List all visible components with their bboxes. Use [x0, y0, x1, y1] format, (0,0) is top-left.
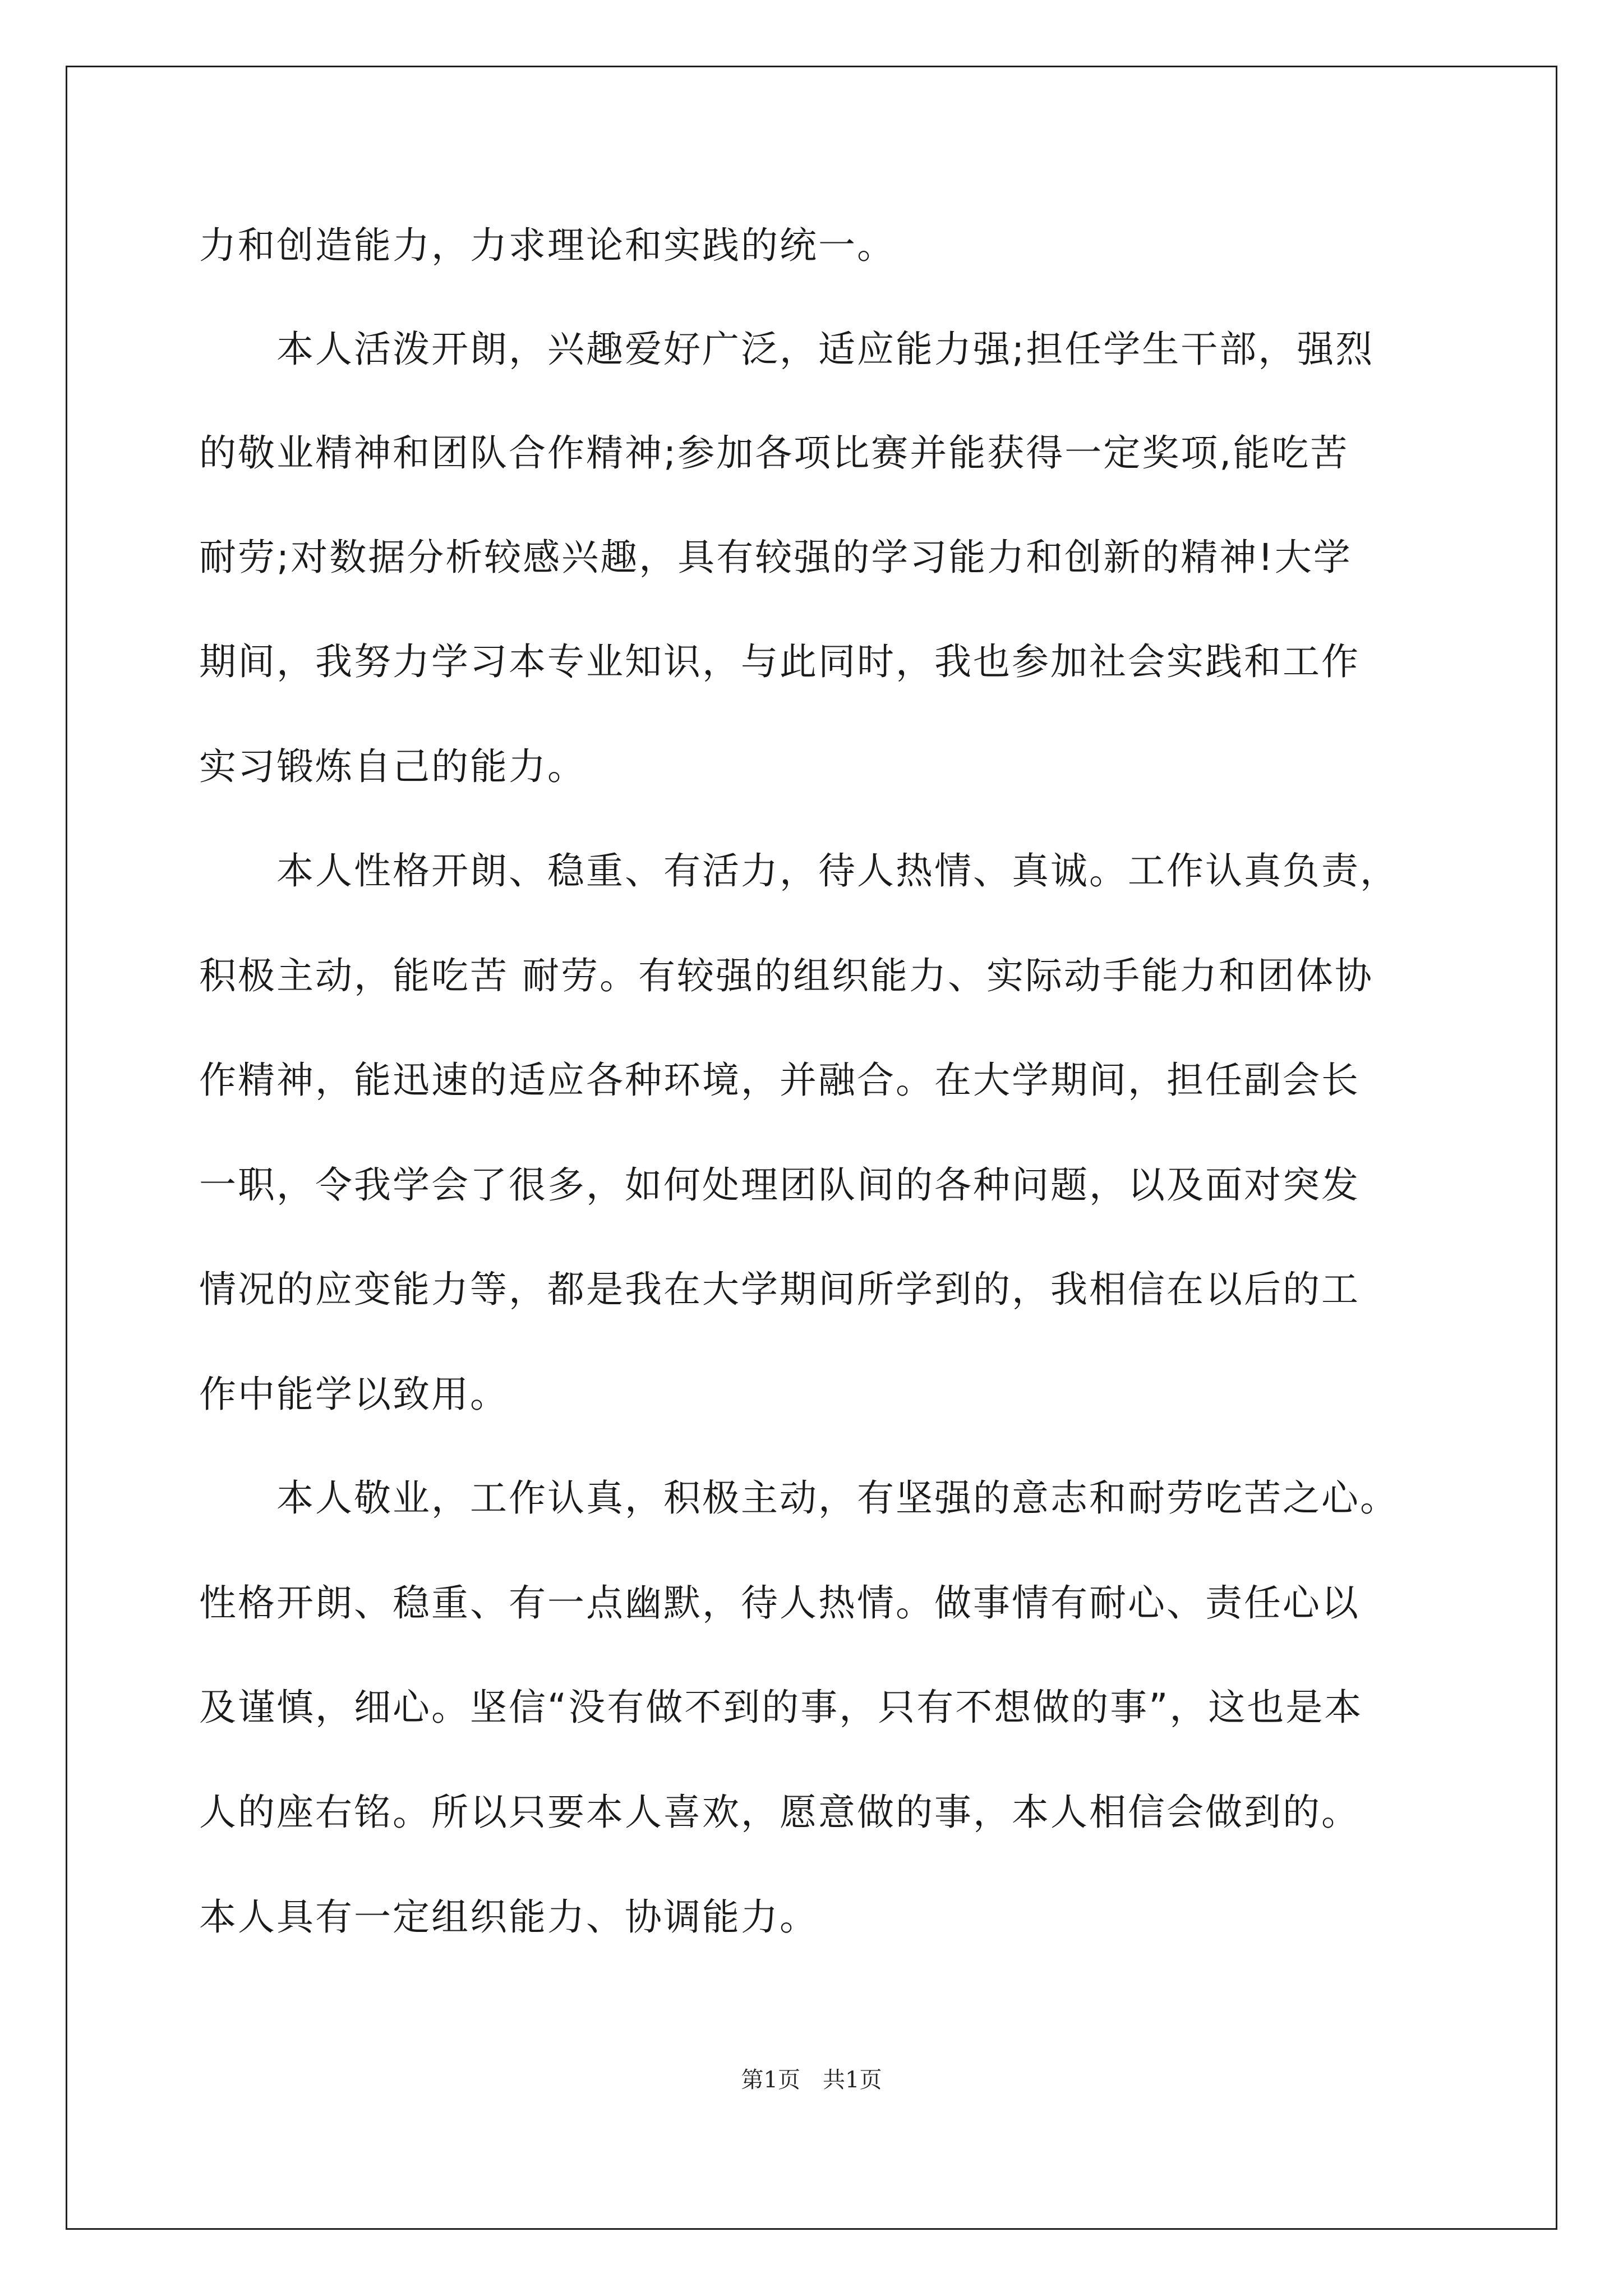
body-line-3: 的敬业精神和团队合作精神;参加各项比赛并能获得一定奖项,能吃苦: [199, 431, 1349, 475]
body-line-14: 性格开朗、稳重、有一点幽默，待人热情。做事情有耐心、责任心以: [199, 1581, 1360, 1625]
body-line-1: 力和创造能力，力求理论和实践的统一。: [199, 224, 896, 267]
body-line-12: 作中能学以致用。: [199, 1373, 509, 1416]
body-line-15: 及谨慎，细心。坚信“没有做不到的事，只有不想做的事”，这也是本: [199, 1686, 1363, 1729]
body-line-6: 实习锻炼自己的能力。: [199, 745, 586, 788]
body-line-10: 一职，令我学会了很多，如何处理团队间的各种问题，以及面对突发: [199, 1163, 1360, 1207]
body-line-16: 人的座右铭。所以只要本人喜欢，愿意做的事，本人相信会做到的。: [199, 1791, 1360, 1834]
body-line-2: 本人活泼开朗，兴趣爱好广泛，适应能力强;担任学生干部，强烈: [199, 328, 1375, 371]
body-line-8: 积极主动，能吃苦 耐劳。有较强的组织能力、实际动手能力和团体协: [199, 954, 1373, 997]
page-footer: [0, 2066, 1623, 2094]
body-line-11: 情况的应变能力等，都是我在大学期间所学到的，我相信在以后的工: [199, 1268, 1360, 1311]
page-number-label: 第1页 共1页: [741, 2067, 882, 2093]
body-line-7: 本人性格开朗、稳重、有活力，待人热情、真诚。工作认真负责，: [199, 849, 1399, 892]
body-line-5: 期间，我努力学习本专业知识，与此同时，我也参加社会实践和工作: [199, 640, 1360, 683]
body-line-17: 本人具有一定组织能力、协调能力。: [199, 1895, 818, 1939]
body-line-4: 耐劳;对数据分析较感兴趣，具有较强的学习能力和创新的精神!大学: [199, 536, 1352, 579]
body-line-13: 本人敬业，工作认真，积极主动，有坚强的意志和耐劳吃苦之心。: [199, 1476, 1399, 1520]
body-line-9: 作精神，能迅速的适应各种环境，并融合。在大学期间，担任副会长: [199, 1059, 1360, 1102]
